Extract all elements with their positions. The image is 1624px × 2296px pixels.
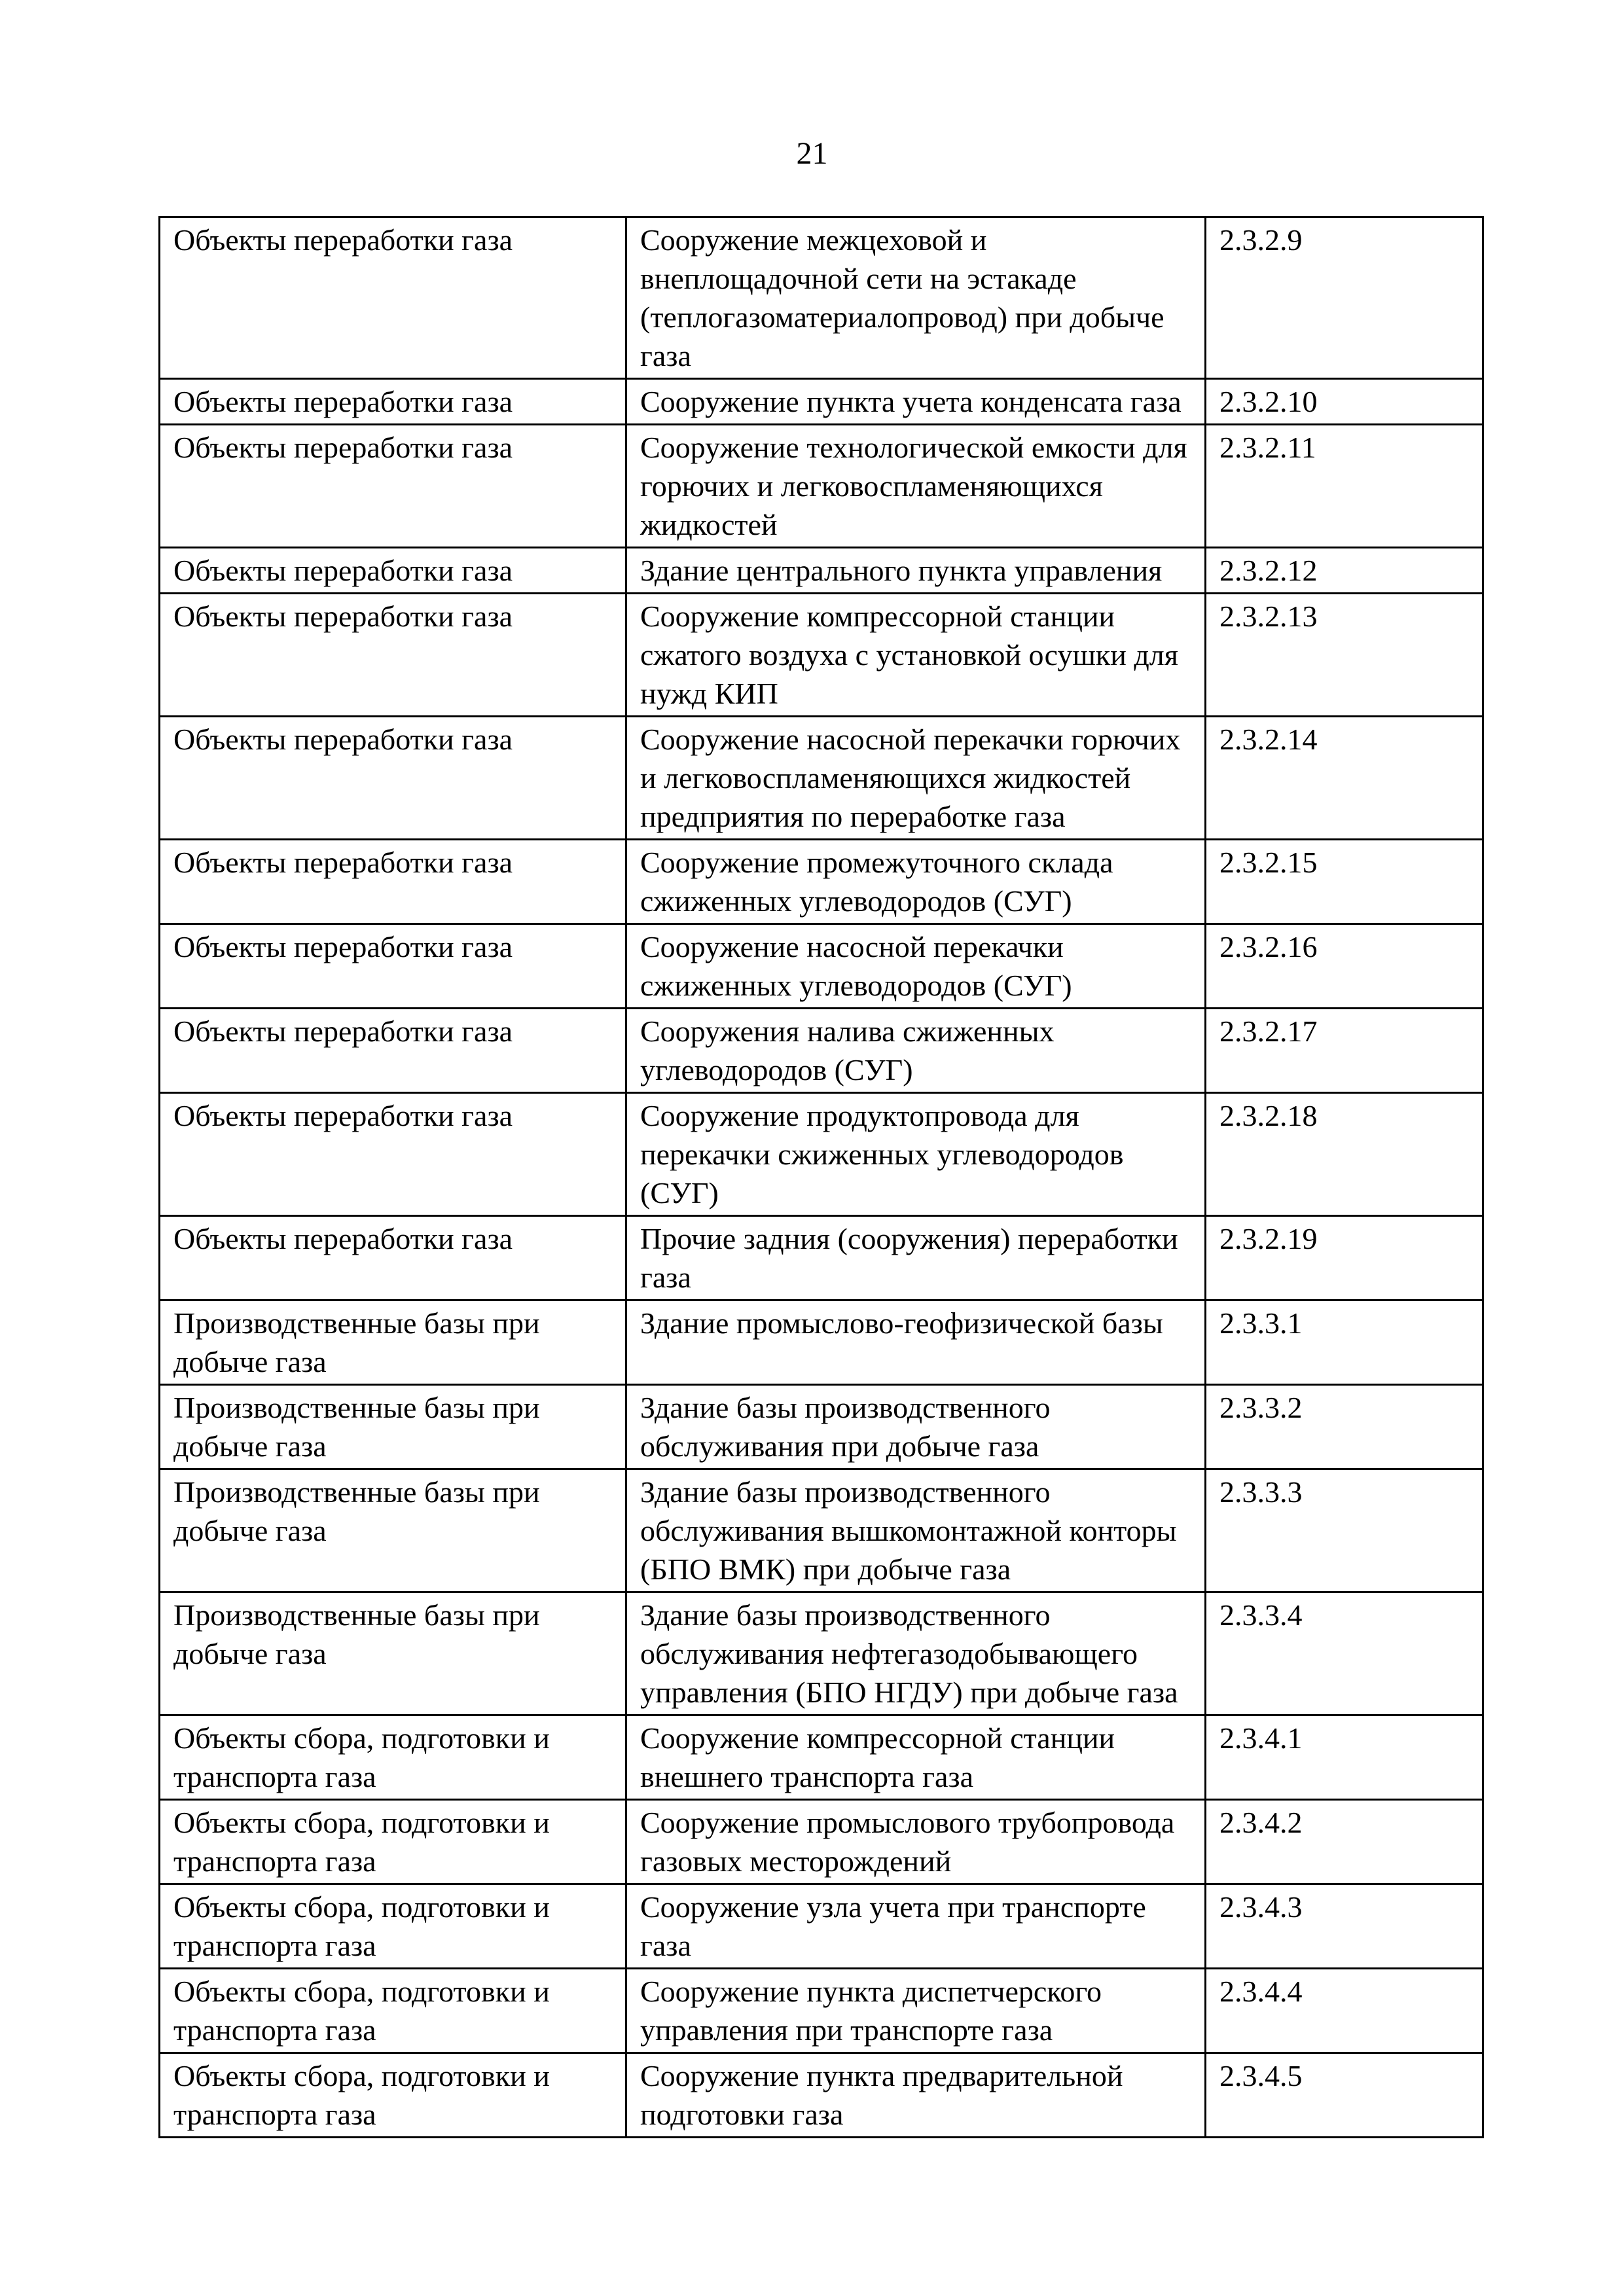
category-cell: Объекты сбора, подготовки и транспорта газа	[160, 1715, 626, 1800]
description-cell: Прочие задния (сооружения) переработки газа	[626, 1216, 1206, 1300]
table-row	[160, 548, 1483, 594]
code-cell: 2.3.2.17	[1206, 1009, 1483, 1093]
table-row	[160, 1800, 1483, 1884]
description-cell: Сооружение технологической емкости для горючих и легковоспламеняющихся жидкостей	[626, 425, 1206, 548]
table-row	[160, 1093, 1483, 1216]
description-cell: Сооружение промежуточного склада сжиженных углеводородов (СУГ)	[626, 840, 1206, 924]
code-cell: 2.3.2.13	[1206, 594, 1483, 717]
category-cell: Объекты переработки газа	[160, 1009, 626, 1093]
code-cell: 2.3.3.3	[1206, 1469, 1483, 1592]
description-cell: Здание базы производственного обслуживания вышкомонтажной конторы (БПО ВМК) при добыче газа	[626, 1469, 1206, 1592]
category-cell: Объекты переработки газа	[160, 840, 626, 924]
description-cell: Сооружение продуктопровода для перекачки сжиженных углеводородов (СУГ)	[626, 1093, 1206, 1216]
table-row	[160, 425, 1483, 548]
description-cell: Здание базы производственного обслуживания нефтегазодобывающего управления (БПО НГДУ) при добыче газа	[626, 1592, 1206, 1715]
category-cell: Объекты переработки газа	[160, 1216, 626, 1300]
description-cell: Сооружения налива сжиженных углеводородов (СУГ)	[626, 1009, 1206, 1093]
description-cell: Сооружение узла учета при транспорте газа	[626, 1884, 1206, 1969]
table-row	[160, 1592, 1483, 1715]
classification-table	[158, 216, 1484, 2138]
table-row	[160, 1385, 1483, 1469]
table-row	[160, 594, 1483, 717]
code-cell: 2.3.2.10	[1206, 379, 1483, 425]
category-cell: Объекты сбора, подготовки и транспорта газа	[160, 2053, 626, 2138]
description-cell: Сооружение пункта предварительной подготовки газа	[626, 2053, 1206, 2138]
table-row	[160, 379, 1483, 425]
table-row	[160, 1715, 1483, 1800]
category-cell: Производственные базы при добыче газа	[160, 1385, 626, 1469]
category-cell: Объекты переработки газа	[160, 379, 626, 425]
code-cell: 2.3.2.11	[1206, 425, 1483, 548]
table-row	[160, 1300, 1483, 1385]
description-cell: Здание промыслово-геофизической базы	[626, 1300, 1206, 1385]
code-cell: 2.3.4.2	[1206, 1800, 1483, 1884]
category-cell: Производственные базы при добыче газа	[160, 1300, 626, 1385]
code-cell: 2.3.3.2	[1206, 1385, 1483, 1469]
table-row	[160, 217, 1483, 379]
description-cell: Здание базы производственного обслуживания при добыче газа	[626, 1385, 1206, 1469]
code-cell: 2.3.3.1	[1206, 1300, 1483, 1385]
description-cell: Сооружение компрессорной станции внешнего транспорта газа	[626, 1715, 1206, 1800]
category-cell: Объекты сбора, подготовки и транспорта газа	[160, 1800, 626, 1884]
table-row	[160, 924, 1483, 1009]
description-cell: Сооружение пункта учета конденсата газа	[626, 379, 1206, 425]
category-cell: Объекты переработки газа	[160, 425, 626, 548]
code-cell: 2.3.4.4	[1206, 1969, 1483, 2053]
table-row	[160, 1009, 1483, 1093]
table-row	[160, 1969, 1483, 2053]
code-cell: 2.3.2.18	[1206, 1093, 1483, 1216]
code-cell: 2.3.2.14	[1206, 717, 1483, 840]
code-cell: 2.3.3.4	[1206, 1592, 1483, 1715]
code-cell: 2.3.2.19	[1206, 1216, 1483, 1300]
category-cell: Объекты переработки газа	[160, 717, 626, 840]
description-cell: Сооружение насосной перекачки сжиженных углеводородов (СУГ)	[626, 924, 1206, 1009]
table-row	[160, 1884, 1483, 1969]
table-body	[160, 217, 1483, 2138]
table-row	[160, 1469, 1483, 1592]
category-cell: Объекты переработки газа	[160, 1093, 626, 1216]
category-cell: Объекты сбора, подготовки и транспорта газа	[160, 1969, 626, 2053]
description-cell: Сооружение насосной перекачки горючих и легковоспламеняющихся жидкостей предприятия по переработке газа	[626, 717, 1206, 840]
code-cell: 2.3.2.16	[1206, 924, 1483, 1009]
code-cell: 2.3.4.1	[1206, 1715, 1483, 1800]
table-row	[160, 2053, 1483, 2138]
code-cell: 2.3.4.5	[1206, 2053, 1483, 2138]
code-cell: 2.3.2.15	[1206, 840, 1483, 924]
table-row	[160, 717, 1483, 840]
description-cell: Сооружение пункта диспетчерского управления при транспорте газа	[626, 1969, 1206, 2053]
description-cell: Здание центрального пункта управления	[626, 548, 1206, 594]
category-cell: Объекты переработки газа	[160, 924, 626, 1009]
code-cell: 2.3.2.9	[1206, 217, 1483, 379]
table-row	[160, 1216, 1483, 1300]
code-cell: 2.3.2.12	[1206, 548, 1483, 594]
category-cell: Объекты переработки газа	[160, 217, 626, 379]
category-cell: Производственные базы при добыче газа	[160, 1469, 626, 1592]
category-cell: Объекты переработки газа	[160, 548, 626, 594]
description-cell: Сооружение компрессорной станции сжатого воздуха с установкой осушки для нужд КИП	[626, 594, 1206, 717]
page-number: 21	[796, 136, 828, 171]
description-cell: Сооружение межцеховой и внеплощадочной сети на эстакаде (теплогазоматериалопровод) при добыче газа	[626, 217, 1206, 379]
category-cell: Объекты сбора, подготовки и транспорта газа	[160, 1884, 626, 1969]
category-cell: Производственные базы при добыче газа	[160, 1592, 626, 1715]
category-cell: Объекты переработки газа	[160, 594, 626, 717]
code-cell: 2.3.4.3	[1206, 1884, 1483, 1969]
description-cell: Сооружение промыслового трубопровода газовых месторождений	[626, 1800, 1206, 1884]
table-row	[160, 840, 1483, 924]
